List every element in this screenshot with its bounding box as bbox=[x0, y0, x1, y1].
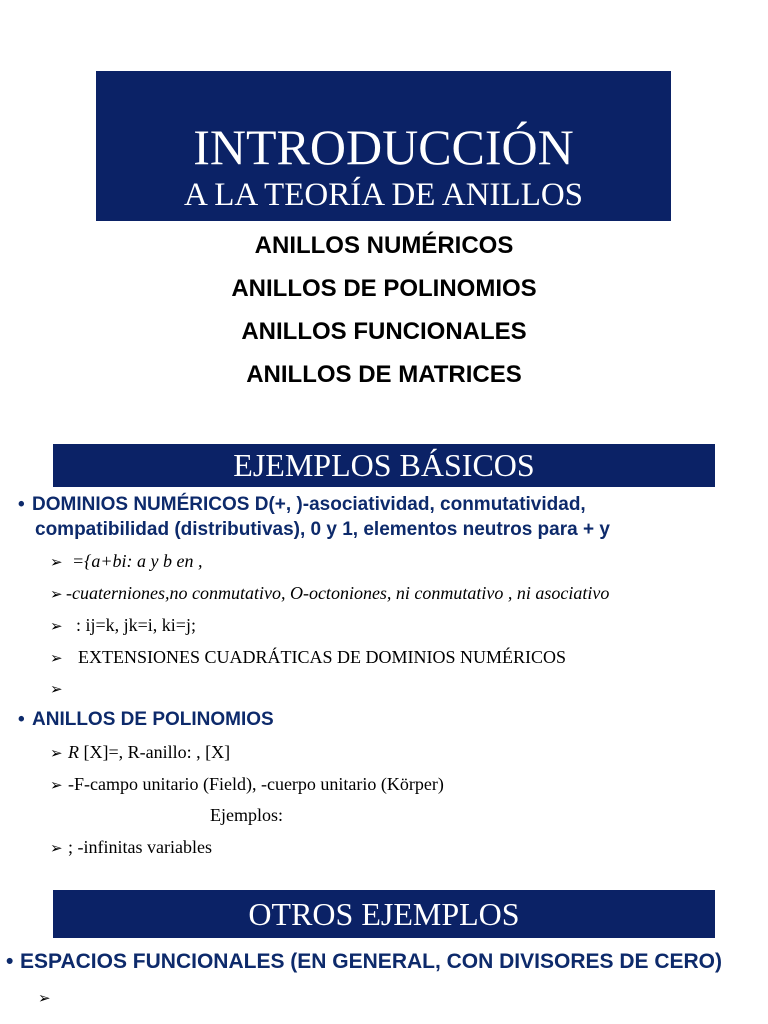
list-item: ➢ ={a+bi: a y b en , bbox=[50, 551, 203, 571]
list-item: ➢ : ij=k, jk=i, ki=j; bbox=[50, 615, 196, 635]
arrow-icon: ➢ bbox=[50, 776, 63, 794]
arrow-icon: ➢ bbox=[50, 649, 63, 667]
title-sub: A LA TEORÍA DE ANILLOS bbox=[183, 177, 584, 213]
bullet-text: ANILLOS DE POLINOMIOS bbox=[32, 709, 274, 730]
arrow-icon: ➢ bbox=[50, 744, 63, 762]
topic-polynomial-rings: ANILLOS DE POLINOMIOS bbox=[231, 275, 537, 302]
arrow-icon: ➢ bbox=[38, 989, 51, 1007]
title-main: INTRODUCCIÓN bbox=[193, 119, 574, 175]
arrow-icon: ➢ bbox=[50, 680, 63, 698]
arrow-icon: ➢ bbox=[50, 839, 63, 857]
list-item: ➢ -cuaterniones,no conmutativo, O-octoniones, ni conmutativo , ni asociativo bbox=[50, 583, 610, 603]
list-item bbox=[38, 986, 60, 1009]
bullet-text: ESPACIOS FUNCIONALES (EN GENERAL, CON DIVISORES DE CERO) bbox=[20, 950, 723, 973]
bullet-numeric-domains bbox=[18, 493, 586, 517]
topic-functional-rings: ANILLOS FUNCIONALES bbox=[241, 318, 527, 345]
section-heading-basic-examples: EJEMPLOS BÁSICOS bbox=[53, 444, 715, 487]
list-item: ➢ -F-campo unitario (Field), -cuerpo unitario (Körper) bbox=[50, 774, 444, 794]
arrow-icon: ➢ bbox=[50, 617, 63, 635]
bullet-dot: • bbox=[18, 494, 25, 515]
bullet-dot: • bbox=[18, 709, 25, 730]
section-heading-other-examples: OTROS EJEMPLOS bbox=[53, 890, 715, 938]
list-item: ➢ ; -infinitas variables bbox=[50, 837, 212, 857]
arrow-icon: ➢ bbox=[50, 585, 63, 603]
topic-numeric-rings: ANILLOS NUMÉRICOS bbox=[254, 232, 514, 259]
examples-label: Ejemplos: bbox=[210, 805, 283, 825]
topic-matrix-rings: ANILLOS DE MATRICES bbox=[246, 361, 522, 388]
bullet-text: DOMINIOS NUMÉRICOS D(+, )-asociatividad, conmutatividad, bbox=[32, 494, 586, 515]
list-item bbox=[50, 677, 72, 700]
list-item: ➢ EXTENSIONES CUADRÁTICAS DE DOMINIOS NUMÉRICOS bbox=[50, 647, 567, 667]
bullet-dot: • bbox=[6, 950, 14, 973]
bullet-function-spaces bbox=[6, 950, 722, 974]
list-item: ➢ R [X]=, R-anillo: , [X] bbox=[50, 742, 231, 762]
arrow-icon: ➢ bbox=[50, 553, 63, 571]
bullet-polynomial-rings bbox=[18, 708, 274, 732]
bullet-numeric-domains-cont: compatibilidad (distributivas), 0 y 1, elementos neutros para + y bbox=[35, 519, 610, 540]
